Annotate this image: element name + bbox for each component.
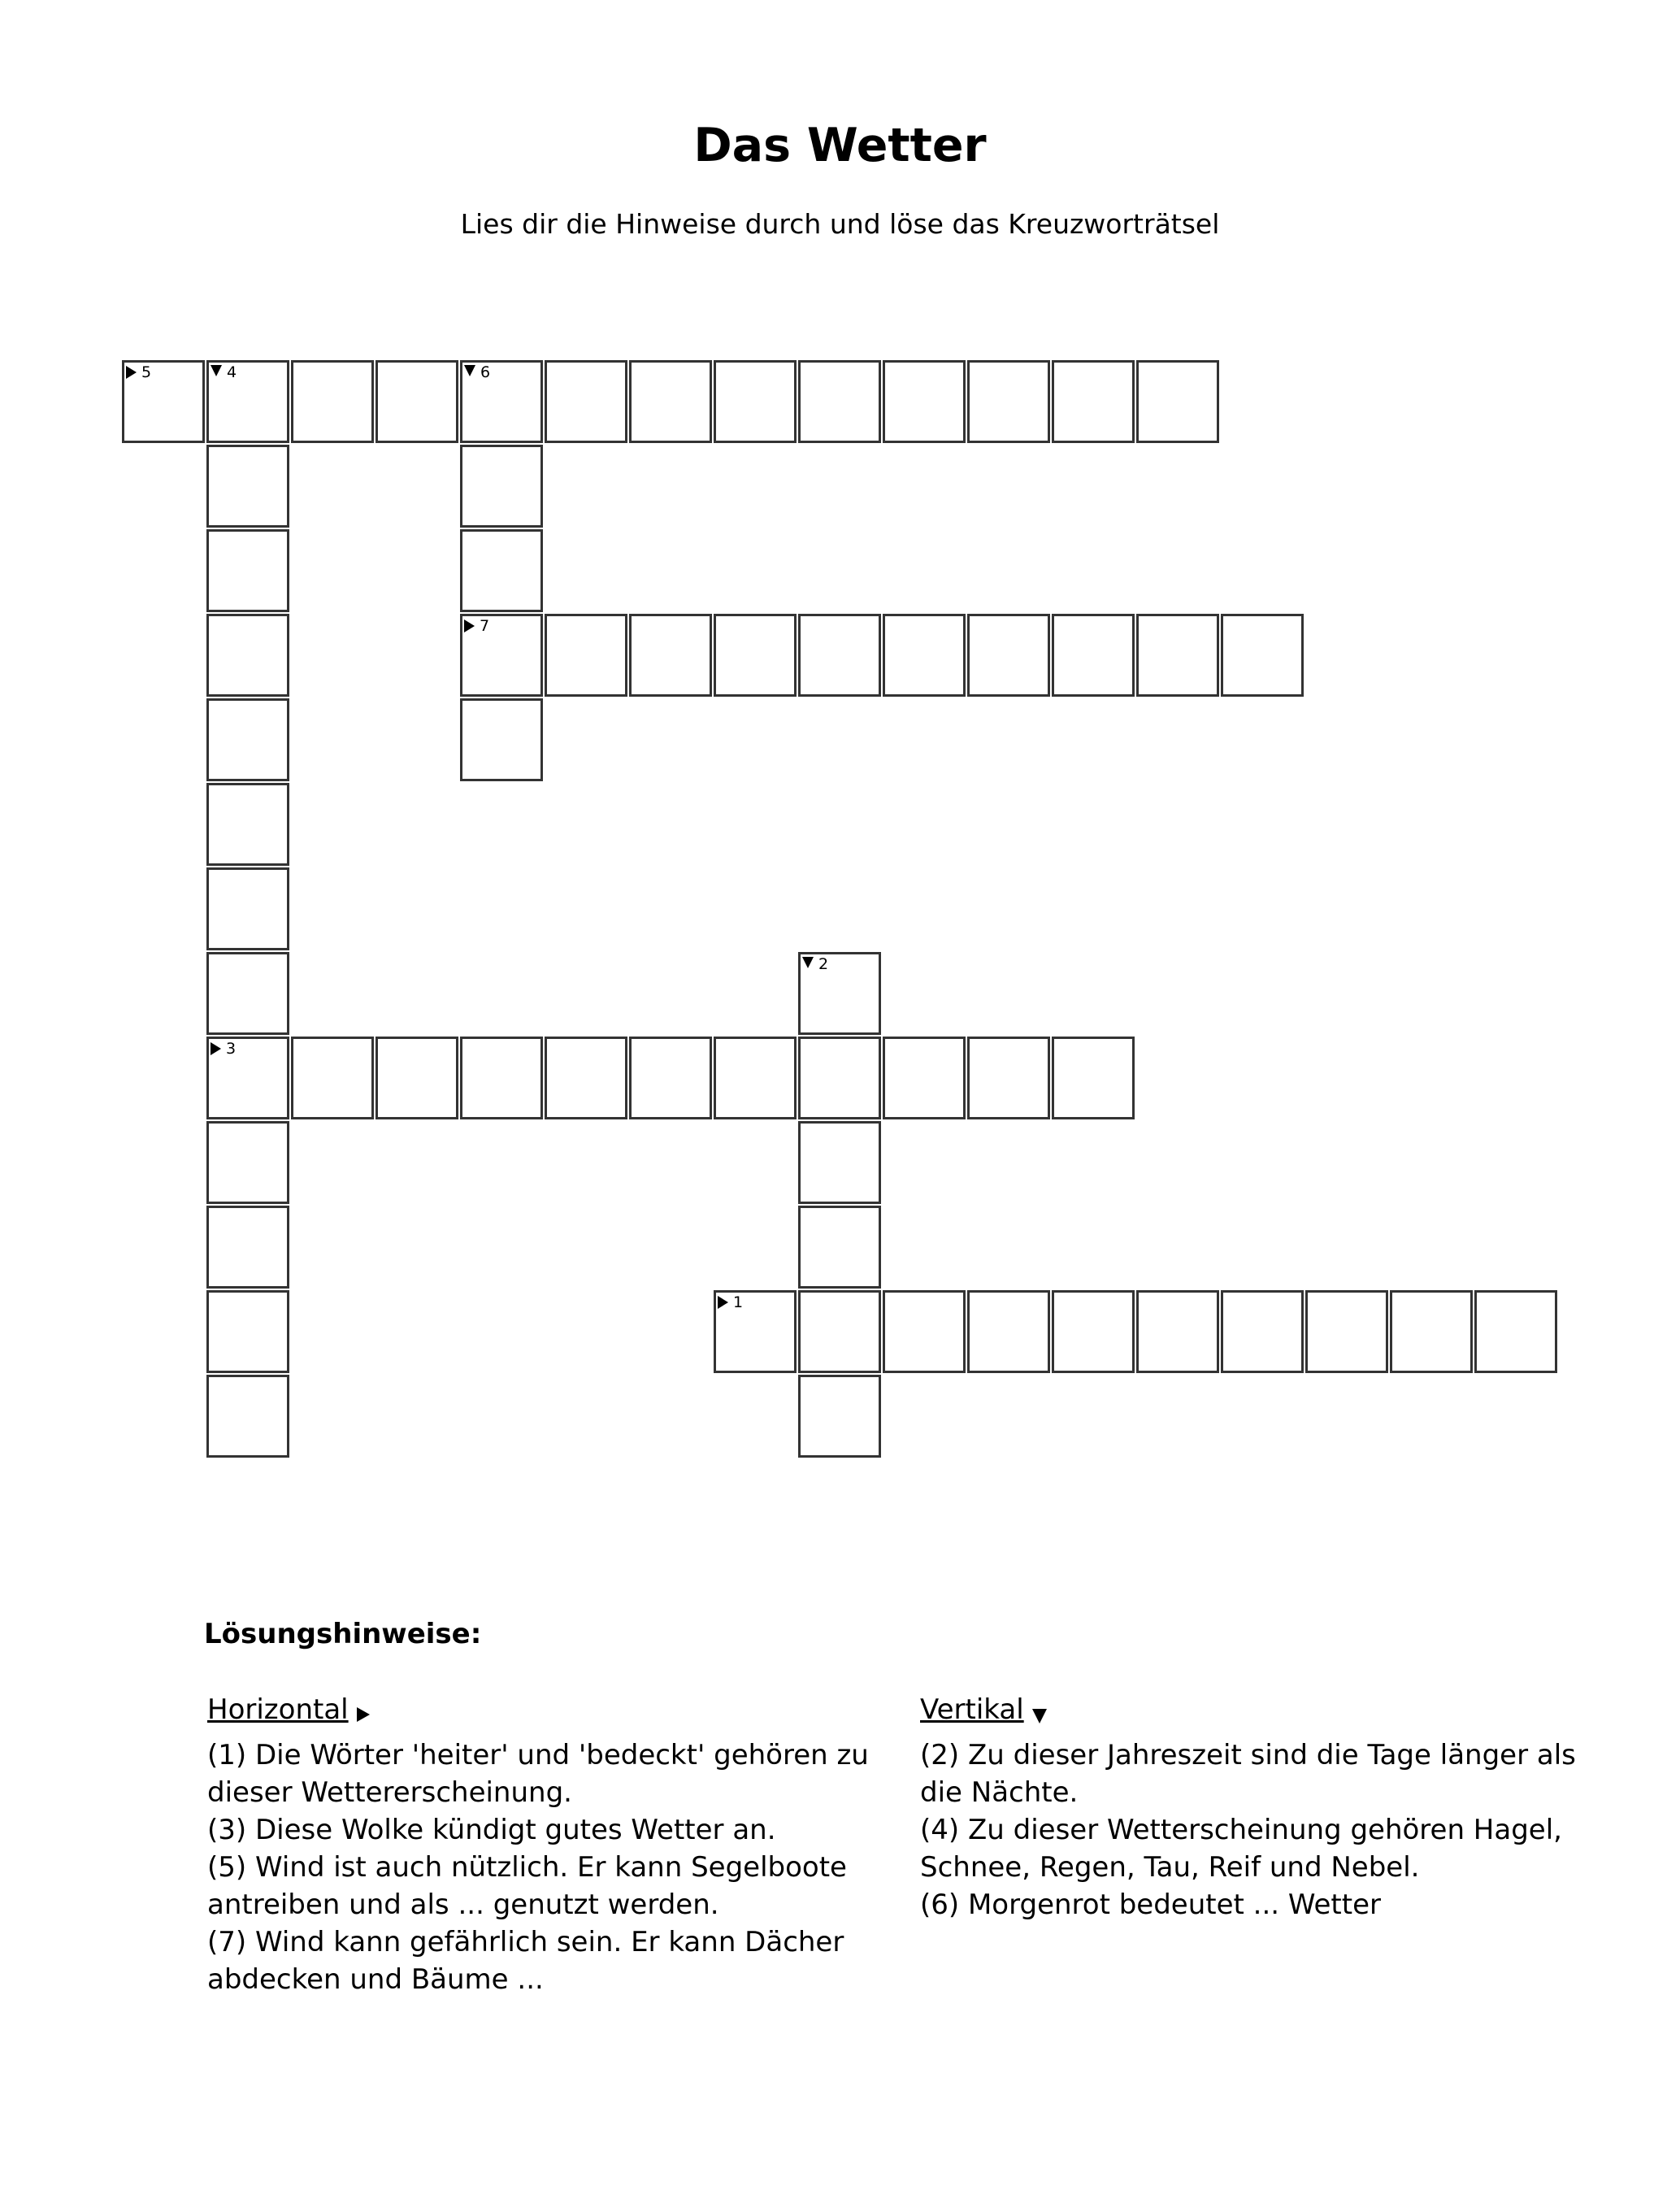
crossword-cell[interactable] — [460, 445, 543, 528]
crossword-cell[interactable] — [967, 1037, 1050, 1119]
clue-number-3 — [211, 1041, 236, 1057]
crossword-cell[interactable] — [460, 529, 543, 612]
down-heading — [920, 1691, 1619, 1728]
crossword-cell[interactable] — [206, 529, 289, 612]
clue-number-1 — [718, 1294, 743, 1310]
across-clues — [207, 1691, 890, 1998]
crossword-cell[interactable] — [1136, 360, 1219, 443]
crossword-cell[interactable] — [629, 614, 712, 697]
crossword-cell[interactable] — [206, 867, 289, 950]
crossword-cell[interactable] — [714, 614, 797, 697]
clue-number-4 — [211, 364, 237, 380]
crossword-cell[interactable] — [460, 614, 543, 697]
crossword-cell[interactable] — [798, 952, 881, 1035]
crossword-cell[interactable] — [798, 1121, 881, 1204]
crossword-cell[interactable] — [206, 783, 289, 866]
crossword-cell[interactable] — [798, 360, 881, 443]
crossword-cell[interactable] — [883, 614, 966, 697]
crossword-cell[interactable] — [545, 1037, 627, 1119]
crossword-cell[interactable] — [629, 360, 712, 443]
crossword-cell[interactable] — [206, 1375, 289, 1458]
crossword-cell[interactable] — [883, 1037, 966, 1119]
crossword-cell[interactable] — [206, 1206, 289, 1289]
crossword-cell[interactable] — [460, 698, 543, 781]
clue-number-7 — [464, 618, 489, 634]
crossword-cell[interactable] — [206, 360, 289, 443]
clue-across-1: (1) Die Wörter 'heiter' und 'bedeckt' gehören zu dieser Wettererscheinung. — [207, 1739, 869, 1809]
crossword-cell[interactable] — [1390, 1290, 1473, 1373]
crossword-cell[interactable] — [460, 1037, 543, 1119]
page-title: Das Wetter — [693, 119, 987, 172]
clue-number-6 — [464, 364, 490, 380]
crossword-cell[interactable] — [798, 1375, 881, 1458]
crossword-cell[interactable] — [545, 360, 627, 443]
crossword-cell[interactable] — [376, 360, 458, 443]
clue-down-6: (6) Morgenrot bedeutet ... Wetter — [920, 1889, 1381, 1921]
crossword-cell[interactable] — [1136, 1290, 1219, 1373]
arrow-right-icon — [464, 619, 475, 632]
crossword-cell[interactable] — [883, 360, 966, 443]
arrow-right-icon — [126, 366, 137, 379]
clue-number-text: 7 — [480, 617, 490, 635]
crossword-cell[interactable] — [206, 445, 289, 528]
crossword-cell[interactable] — [206, 698, 289, 781]
crossword-cell[interactable] — [798, 1206, 881, 1289]
crossword-cell[interactable] — [967, 1290, 1050, 1373]
crossword-cell[interactable] — [291, 1037, 374, 1119]
crossword-cell[interactable] — [1221, 1290, 1304, 1373]
crossword-cell[interactable] — [967, 614, 1050, 697]
subtitle: Lies dir die Hinweise durch und löse das Kreuzworträtsel — [460, 208, 1220, 240]
across-heading — [207, 1691, 890, 1728]
clue-down-4: (4) Zu dieser Wetterscheinung gehören Hagel, Schnee, Regen, Tau, Reif und Nebel. — [920, 1814, 1562, 1884]
crossword-cell[interactable] — [206, 1290, 289, 1373]
crossword-cell[interactable] — [1221, 614, 1304, 697]
crossword-cell[interactable] — [460, 360, 543, 443]
crossword-cell[interactable] — [798, 1037, 881, 1119]
crossword-cell[interactable] — [714, 1290, 797, 1373]
clue-number-text: 4 — [227, 363, 237, 381]
clues-heading: Lösungshinweise: — [204, 1618, 482, 1650]
crossword-cell[interactable] — [1052, 1290, 1135, 1373]
crossword-cell[interactable] — [1136, 614, 1219, 697]
arrow-right-icon — [211, 1042, 221, 1055]
crossword-cell[interactable] — [1474, 1290, 1557, 1373]
clue-across-3: (3) Diese Wolke kündigt gutes Wetter an. — [207, 1814, 776, 1846]
crossword-cell[interactable] — [1052, 614, 1135, 697]
crossword-cell[interactable] — [291, 360, 374, 443]
clue-number-5 — [126, 364, 151, 380]
crossword-cell[interactable] — [1052, 360, 1135, 443]
crossword-cell[interactable] — [1052, 1037, 1135, 1119]
arrow-right-icon — [357, 1707, 370, 1722]
crossword-cell[interactable] — [545, 614, 627, 697]
crossword-cell[interactable] — [714, 360, 797, 443]
arrow-down-icon — [464, 365, 475, 376]
crossword-cell[interactable] — [206, 614, 289, 697]
clue-number-text: 5 — [141, 363, 152, 381]
crossword-cell[interactable] — [798, 1290, 881, 1373]
clue-number-text: 2 — [818, 955, 829, 973]
clue-across-5: (5) Wind ist auch nützlich. Er kann Segelboote antreiben und als ... genutzt werden. — [207, 1851, 847, 1921]
crossword-cell[interactable] — [206, 952, 289, 1035]
down-clues — [920, 1691, 1619, 1923]
arrow-down-icon — [211, 365, 222, 376]
clue-number-text: 1 — [733, 1293, 744, 1311]
arrow-down-icon — [802, 957, 814, 968]
clue-number-text: 6 — [480, 363, 491, 381]
crossword-cell[interactable] — [798, 614, 881, 697]
clue-down-2: (2) Zu dieser Jahreszeit sind die Tage länger als die Nächte. — [920, 1739, 1576, 1809]
clue-across-7: (7) Wind kann gefährlich sein. Er kann Dächer abdecken und Bäume ... — [207, 1926, 844, 1996]
crossword-cell[interactable] — [376, 1037, 458, 1119]
crossword-cell[interactable] — [206, 1121, 289, 1204]
crossword-cell[interactable] — [883, 1290, 966, 1373]
clue-number-2 — [802, 956, 828, 972]
clue-number-text: 3 — [226, 1040, 237, 1058]
arrow-right-icon — [718, 1296, 728, 1309]
crossword-cell[interactable] — [122, 360, 205, 443]
crossword-cell[interactable] — [714, 1037, 797, 1119]
crossword-cell[interactable] — [967, 360, 1050, 443]
crossword-cell[interactable] — [206, 1037, 289, 1119]
down-heading-label: Vertikal — [920, 1693, 1024, 1726]
crossword-cell[interactable] — [629, 1037, 712, 1119]
crossword-cell[interactable] — [1305, 1290, 1388, 1373]
arrow-down-icon — [1032, 1709, 1047, 1723]
across-heading-label: Horizontal — [207, 1693, 349, 1726]
